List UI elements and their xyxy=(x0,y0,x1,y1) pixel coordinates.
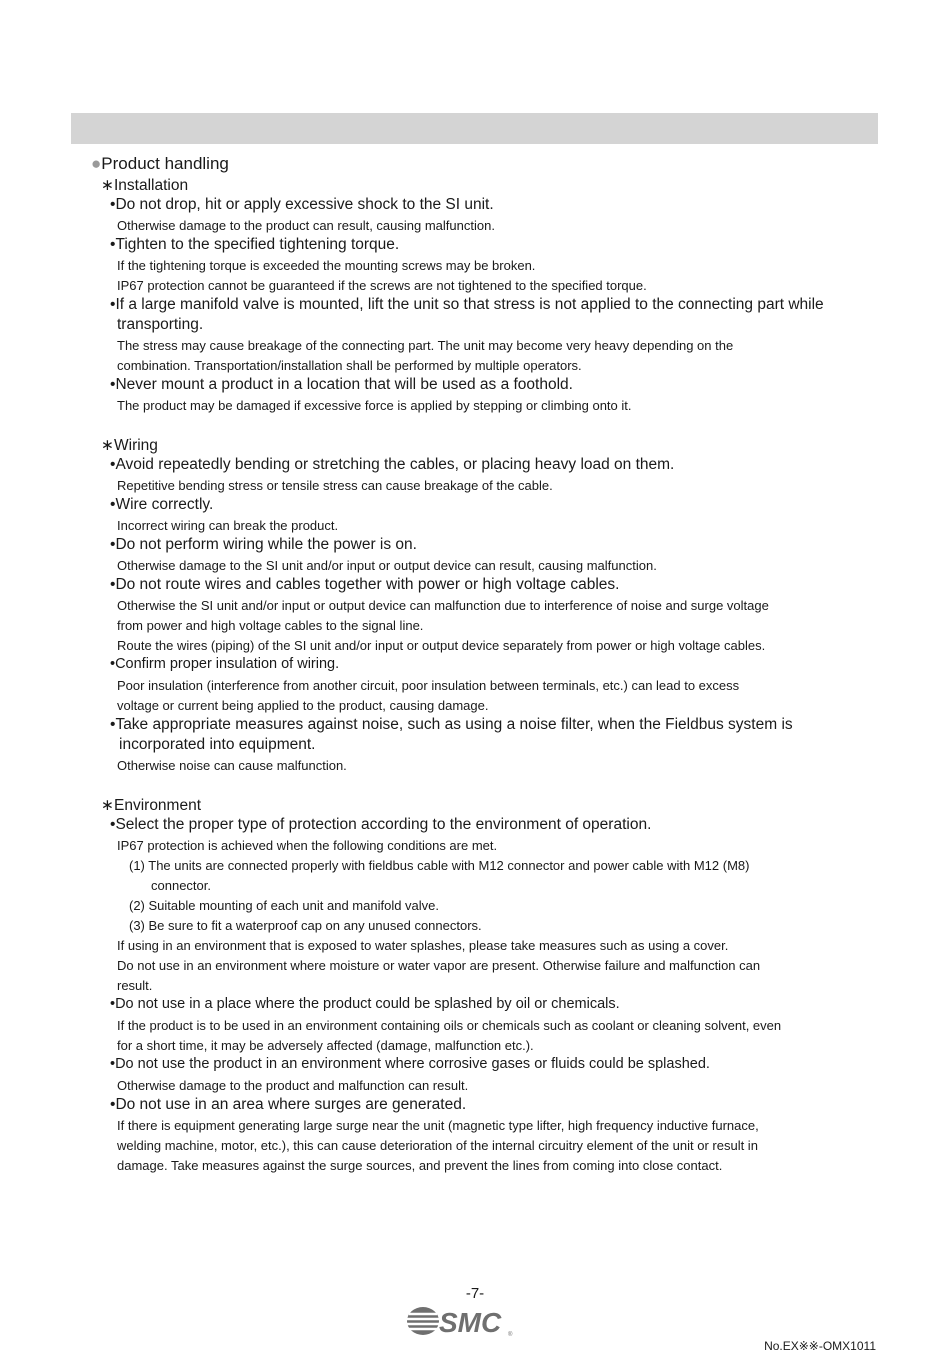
item-desc: Poor insulation (interference from another circuit, poor insulation between terminals, etc.) can lead to excess xyxy=(117,678,740,693)
list-item: •Do not perform wiring while the power is on. xyxy=(110,536,417,553)
list-item: •Never mount a product in a location that will be used as a foothold. xyxy=(110,376,573,393)
document-number: No.EX※※-OMX1011 xyxy=(764,1339,876,1353)
list-item: •Do not use in a place where the product could be splashed by oil or chemicals. xyxy=(110,996,620,1012)
item-desc: Otherwise damage to the SI unit and/or input or output device can result, causing malfunction. xyxy=(117,558,657,573)
condition-item-cont: connector. xyxy=(151,878,211,893)
page-number: -7- xyxy=(465,1285,485,1302)
list-item: •Select the proper type of protection according to the environment of operation. xyxy=(110,816,652,833)
item-desc: The product may be damaged if excessive force is applied by stepping or climbing onto it. xyxy=(117,398,632,413)
condition-item: (3) Be sure to fit a waterproof cap on any unused connectors. xyxy=(129,918,482,933)
list-item: •Do not use the product in an environment where corrosive gases or fluids could be splashed. xyxy=(110,1056,710,1072)
list-item: •Do not drop, hit or apply excessive shock to the SI unit. xyxy=(110,196,494,213)
list-item: •If a large manifold valve is mounted, lift the unit so that stress is not applied to the connecting part while xyxy=(110,296,824,313)
item-desc: Route the wires (piping) of the SI unit and/or input or output device separately from power or high voltage cables. xyxy=(117,638,766,653)
list-item: •Do not use in an area where surges are generated. xyxy=(110,1096,467,1113)
header-bar xyxy=(71,113,878,144)
item-desc: The stress may cause breakage of the connecting part. The unit may become very heavy depending on the xyxy=(117,338,734,353)
item-desc: Do not use in an environment where moisture or water vapor are present. Otherwise failure and malfunction can xyxy=(117,958,761,973)
item-desc: voltage or current being applied to the product, causing damage. xyxy=(117,698,489,713)
section-title: ●Product handling xyxy=(91,154,229,173)
list-item: •Do not route wires and cables together with power or high voltage cables. xyxy=(110,576,620,593)
svg-text:®: ® xyxy=(508,1332,513,1338)
item-desc: IP67 protection is achieved when the following conditions are met. xyxy=(117,838,498,853)
item-desc: If the product is to be used in an environment containing oils or chemicals such as coolant or cleaning solvent, even xyxy=(117,1018,782,1033)
item-desc: result. xyxy=(117,978,153,993)
condition-item: (2) Suitable mounting of each unit and manifold valve. xyxy=(129,898,440,913)
item-desc: Otherwise the SI unit and/or input or output device can malfunction due to interference of noise and surge voltage xyxy=(117,598,769,613)
item-desc: Otherwise damage to the product can result, causing malfunction. xyxy=(117,218,495,233)
item-desc: If using in an environment that is exposed to water splashes, please take measures such as using a cover. xyxy=(117,938,729,953)
item-desc: from power and high voltage cables to the signal line. xyxy=(117,618,424,633)
item-desc: damage. Take measures against the surge sources, and prevent the lines from coming into close contact. xyxy=(117,1158,723,1173)
item-desc: for a short time, it may be adversely affected (damage, malfunction etc.). xyxy=(117,1038,534,1053)
list-item-cont: transporting. xyxy=(117,316,204,333)
subsection-installation: ∗Installation xyxy=(101,177,189,194)
item-desc: combination. Transportation/installation shall be performed by multiple operators. xyxy=(117,358,582,373)
item-desc: Repetitive bending stress or tensile stress can cause breakage of the cable. xyxy=(117,478,553,493)
condition-item: (1) The units are connected properly with fieldbus cable with M12 connector and power cable with M12 (M8) xyxy=(129,858,750,873)
list-item-cont: incorporated into equipment. xyxy=(119,736,316,753)
list-item: •Avoid repeatedly bending or stretching the cables, or placing heavy load on them. xyxy=(110,456,675,473)
list-item: •Tighten to the specified tightening torque. xyxy=(110,236,400,253)
list-item: •Confirm proper insulation of wiring. xyxy=(110,656,340,672)
subsection-wiring: ∗Wiring xyxy=(101,437,158,454)
list-item: •Take appropriate measures against noise, such as using a noise filter, when the Fieldbus system is xyxy=(110,716,793,733)
item-desc: Incorrect wiring can break the product. xyxy=(117,518,339,533)
logo-text: SMC xyxy=(439,1307,502,1338)
item-desc: If the tightening torque is exceeded the mounting screws may be broken. xyxy=(117,258,536,273)
smc-logo xyxy=(405,1304,515,1338)
subsection-environment: ∗Environment xyxy=(101,797,202,814)
item-desc: IP67 protection cannot be guaranteed if the screws are not tightened to the specified torque. xyxy=(117,278,647,293)
item-desc: welding machine, motor, etc.), this can cause deterioration of the internal circuitry element of the unit or result in xyxy=(117,1138,758,1153)
item-desc: Otherwise noise can cause malfunction. xyxy=(117,758,347,773)
item-desc: Otherwise damage to the product and malfunction can result. xyxy=(117,1078,469,1093)
item-desc: If there is equipment generating large surge near the unit (magnetic type lifter, high frequency inductive furnace, xyxy=(117,1118,759,1133)
list-item: •Wire correctly. xyxy=(110,496,214,513)
